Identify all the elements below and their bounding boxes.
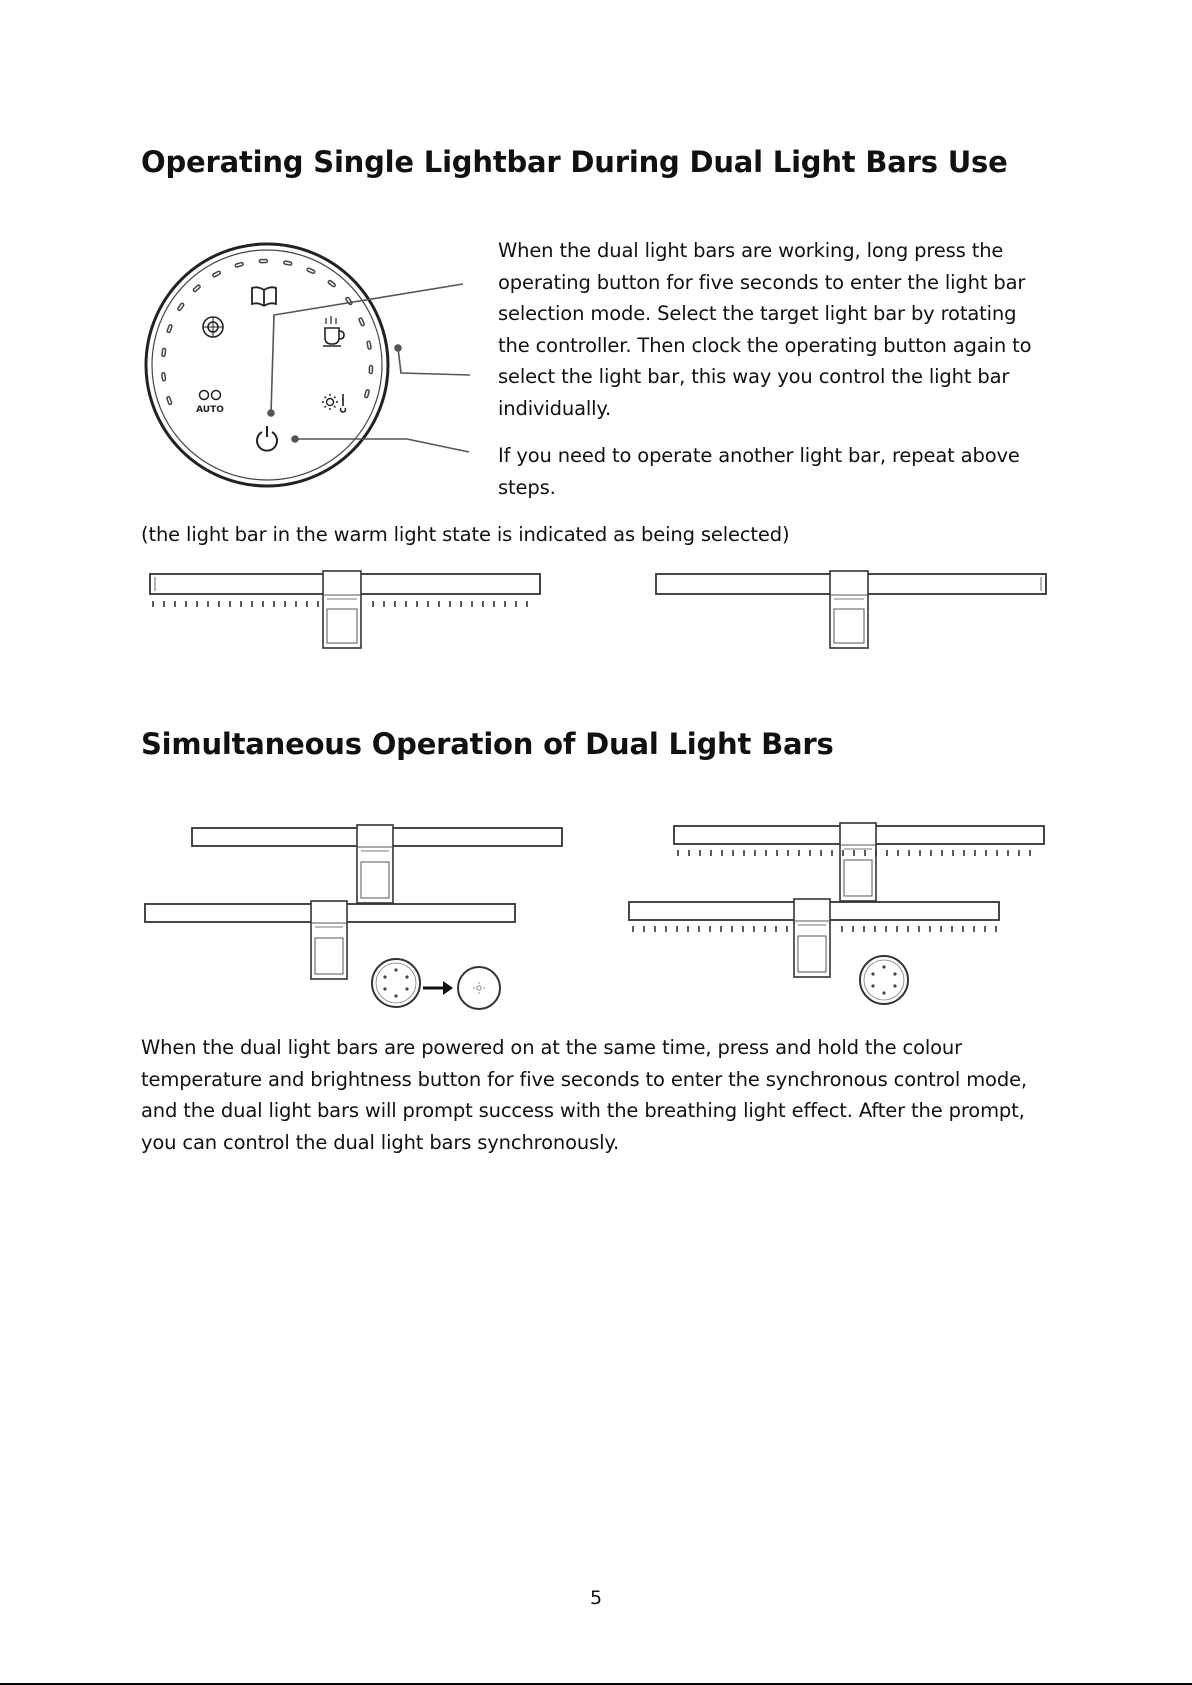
text-line: If you need to operate another light bar, repeat above [498, 444, 1020, 467]
dial-indicator-mark [307, 268, 316, 274]
controller-dial-icon [372, 959, 420, 1007]
dial-indicator-mark [162, 348, 166, 356]
section-heading-single-lightbar: Operating Single Lightbar During Dual Light Bars Use [141, 145, 1008, 179]
controller-diagram [140, 230, 480, 495]
lightbar-selected-illustration [145, 565, 545, 655]
power-button-icon [257, 426, 277, 451]
svg-text:AUTO: AUTO [196, 405, 224, 415]
coffee-cup-icon [323, 316, 344, 346]
dial-indicator-mark [162, 373, 166, 381]
figure-caption: (the light bar in the warm light state is indicated as being selected) [141, 523, 790, 546]
text-line: the controller. Then clock the operating button again to [498, 333, 1032, 357]
dial-indicator-mark [193, 285, 201, 293]
page-number: 5 [589, 1587, 603, 1609]
target-mode-icon [203, 317, 223, 337]
dial-indicator-mark [177, 303, 184, 311]
dial-indicator-mark [369, 365, 372, 373]
dial-indicator-mark [235, 262, 244, 267]
single-lightbar-instructions [498, 235, 1031, 424]
dial-indicator-mark [328, 280, 336, 287]
text-line: select the light bar, this way you control the light bar [498, 365, 1010, 388]
controller-dial-icon [860, 956, 908, 1004]
text-line: individually. [498, 396, 612, 420]
text-line: When the dual light bars are powered on at the same time, press and hold the colour [141, 1036, 962, 1059]
text-line: temperature and brightness button for five seconds to enter the synchronous control mode, [141, 1067, 1027, 1091]
simultaneous-operation-instructions [141, 1032, 1027, 1158]
lightbar-unselected-illustration [652, 565, 1052, 655]
text-line: When the dual light bars are working, long press the [498, 239, 1004, 262]
text-line: and the dual light bars will prompt success with the breathing light effect. After the prompt, [141, 1099, 1025, 1122]
dual-lightbars-after-illustration [626, 820, 1066, 1015]
dial-indicator-mark [367, 341, 371, 349]
text-line: steps. [498, 475, 556, 499]
controller-dial-icon [458, 967, 500, 1009]
brightness-temperature-icon [322, 394, 346, 412]
text-line: you can control the dual light bars synchronously. [141, 1130, 620, 1154]
book-icon [252, 287, 276, 306]
auto-mode-icon [196, 391, 224, 416]
text-line: selection mode. Select the target light bar by rotating [498, 302, 1017, 325]
dial-indicator-mark [284, 261, 292, 266]
dial-indicator-mark [259, 259, 267, 262]
dial-indicator-mark [166, 396, 172, 405]
repeat-steps-instructions [498, 440, 1020, 503]
text-line: operating button for five seconds to enter the light bar [498, 270, 1026, 294]
dial-indicator-mark [212, 271, 220, 278]
section-heading-simultaneous: Simultaneous Operation of Dual Light Bars [141, 727, 834, 761]
dual-lightbars-before-illustration [140, 820, 580, 1015]
dial-indicator-mark [364, 389, 369, 398]
dial-indicator-mark [359, 318, 365, 327]
arrow-right-icon [423, 981, 453, 995]
dial-indicator-mark [167, 324, 173, 333]
